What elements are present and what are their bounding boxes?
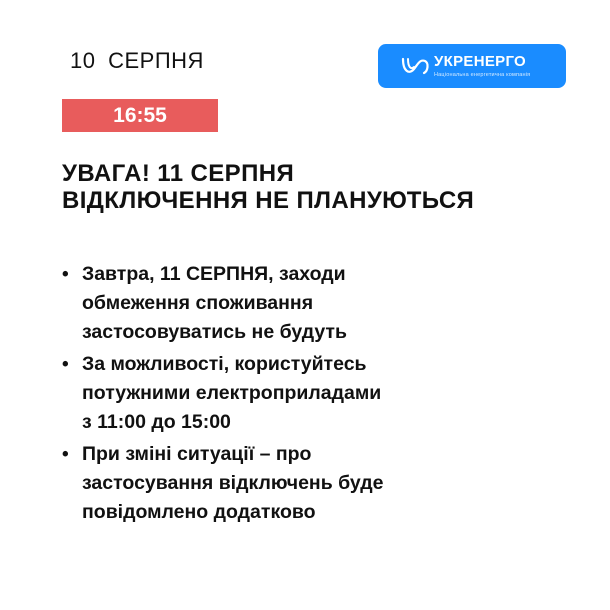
list-item-line: обмеження споживання [82, 292, 314, 314]
time-badge: 16:55 [62, 99, 218, 132]
list-item-line: При зміні ситуації – про [82, 443, 312, 465]
list-item-line: застосовуватись не будуть [82, 321, 347, 343]
headline-line-1: УВАГА! 11 СЕРПНЯ [62, 160, 295, 187]
list-item-line: повідомлено додатково [82, 501, 316, 523]
list-item-line: Завтра, 11 СЕРПНЯ, заходи [82, 263, 346, 285]
headline [62, 160, 474, 214]
bullet-list [62, 260, 582, 530]
bullet-icon: • [62, 264, 69, 285]
list-item-line: За можливості, користуйтесь [82, 353, 367, 375]
logo-subtitle: Національна енергетична компанія [434, 72, 531, 78]
ukrenergo-logo [378, 44, 566, 88]
list-item-line: з 11:00 до 15:00 [82, 411, 231, 433]
list-item-line: потужними електроприладами [82, 382, 382, 404]
list-item [62, 260, 582, 347]
list-item [62, 440, 582, 527]
list-item [62, 350, 582, 437]
bullet-icon: • [62, 444, 69, 465]
headline-line-2: ВІДКЛЮЧЕННЯ НЕ ПЛАНУЮТЬСЯ [62, 187, 475, 214]
bullet-icon: • [62, 354, 69, 375]
ukrenergo-wave-icon [400, 55, 430, 77]
logo-name: УКРЕНЕРГО [434, 53, 527, 70]
list-item-line: застосування відключень буде [82, 472, 384, 494]
date-label: 10 СЕРПНЯ [70, 48, 204, 73]
